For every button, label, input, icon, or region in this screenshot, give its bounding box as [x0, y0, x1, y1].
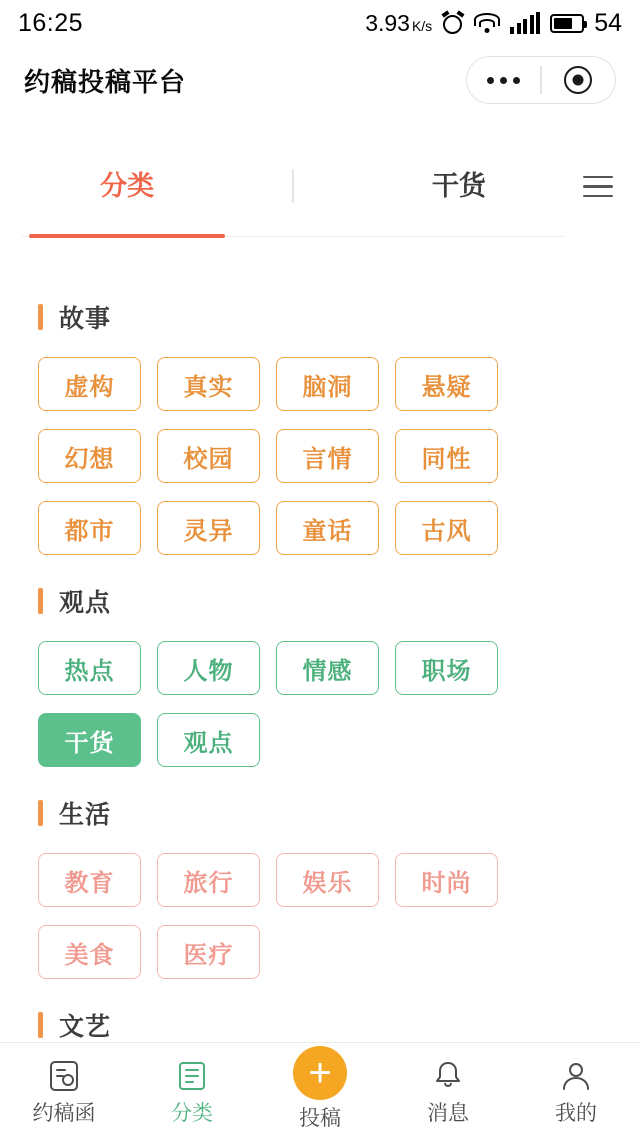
section-header [38, 795, 602, 831]
section-header [38, 299, 602, 335]
more-dots-icon [487, 77, 520, 84]
alarm-icon [442, 12, 464, 34]
chip[interactable]: 时尚 [395, 853, 498, 907]
wifi-icon [474, 13, 500, 33]
chip-selected[interactable]: 干货 [38, 713, 141, 767]
section-header [38, 1007, 602, 1042]
list-icon [175, 1057, 209, 1095]
network-speed-unit: K/s [411, 17, 433, 34]
page-title: 约稿投稿平台 [24, 66, 187, 97]
hamburger-icon[interactable] [578, 176, 618, 198]
network-speed-value: 3.93 [365, 9, 410, 36]
section-accent-bar [38, 304, 43, 330]
chip[interactable]: 同性 [395, 429, 498, 483]
section-arts [38, 1007, 602, 1042]
chip-group-viewpoint [38, 641, 602, 767]
network-speed [365, 10, 432, 37]
nav-bar [0, 46, 640, 114]
chip-group-life [38, 853, 602, 979]
document-icon [47, 1057, 81, 1095]
bottom-nav-item-yuegaohan[interactable] [0, 1057, 128, 1124]
chip[interactable]: 虚构 [38, 357, 141, 411]
mini-program-capsule[interactable] [466, 56, 616, 104]
section-accent-bar [38, 588, 43, 614]
chip[interactable]: 校园 [157, 429, 260, 483]
chip[interactable]: 灵异 [157, 501, 260, 555]
bottom-nav-item-categories[interactable] [128, 1057, 256, 1124]
chip[interactable]: 都市 [38, 501, 141, 555]
section-accent-bar [38, 800, 43, 826]
section-viewpoint [38, 583, 602, 767]
more-menu-button[interactable] [467, 57, 540, 103]
bottom-nav-item-profile[interactable] [512, 1057, 640, 1124]
status-right-cluster [365, 9, 622, 38]
tab-separator [292, 169, 294, 203]
chip[interactable]: 悬疑 [395, 357, 498, 411]
section-title: 故事 [59, 305, 112, 333]
section-accent-bar [38, 1012, 43, 1038]
target-icon [564, 66, 592, 94]
chip[interactable]: 职场 [395, 641, 498, 695]
tab-list [22, 136, 564, 237]
chip[interactable]: 古风 [395, 501, 498, 555]
chip[interactable]: 医疗 [157, 925, 260, 979]
chip-group-story [38, 357, 602, 555]
chip[interactable]: 真实 [157, 357, 260, 411]
category-content [0, 237, 640, 1042]
bottom-nav-label: 分类 [171, 1102, 213, 1125]
signal-icon [510, 12, 540, 34]
person-icon [559, 1057, 593, 1095]
close-mini-program-button[interactable] [542, 57, 615, 103]
plus-circle-icon[interactable]: + [293, 1046, 347, 1100]
status-time: 16:25 [18, 8, 84, 37]
bottom-nav-label: 消息 [427, 1102, 469, 1125]
battery-icon [550, 14, 584, 33]
section-header [38, 583, 602, 619]
tab-categories[interactable]: 分类 [82, 136, 172, 236]
chip[interactable]: 美食 [38, 925, 141, 979]
chip[interactable]: 情感 [276, 641, 379, 695]
chip[interactable]: 热点 [38, 641, 141, 695]
chip[interactable]: 教育 [38, 853, 141, 907]
section-title: 生活 [59, 801, 112, 829]
chip[interactable]: 脑洞 [276, 357, 379, 411]
chip[interactable]: 人物 [157, 641, 260, 695]
section-story [38, 299, 602, 555]
section-title: 文艺 [59, 1013, 112, 1041]
chip[interactable]: 旅行 [157, 853, 260, 907]
battery-percent: 54 [594, 8, 622, 37]
status-bar [0, 0, 640, 46]
bottom-nav-item-messages[interactable] [384, 1057, 512, 1124]
chip[interactable]: 童话 [276, 501, 379, 555]
section-life [38, 795, 602, 979]
tab-ganhuo[interactable]: 干货 [431, 171, 486, 201]
bottom-nav-bar [0, 1042, 640, 1138]
bell-icon [431, 1057, 465, 1095]
chip[interactable]: 娱乐 [276, 853, 379, 907]
chip[interactable]: 言情 [276, 429, 379, 483]
bottom-nav-label: 约稿函 [32, 1102, 96, 1125]
section-title: 观点 [59, 589, 112, 617]
bottom-nav-item-submit[interactable] [256, 1052, 384, 1129]
bottom-nav-label: 投稿 [299, 1107, 341, 1130]
tab-bar [0, 136, 640, 237]
chip[interactable]: 观点 [157, 713, 260, 767]
bottom-nav-label: 我的 [555, 1102, 597, 1125]
chip[interactable]: 幻想 [38, 429, 141, 483]
